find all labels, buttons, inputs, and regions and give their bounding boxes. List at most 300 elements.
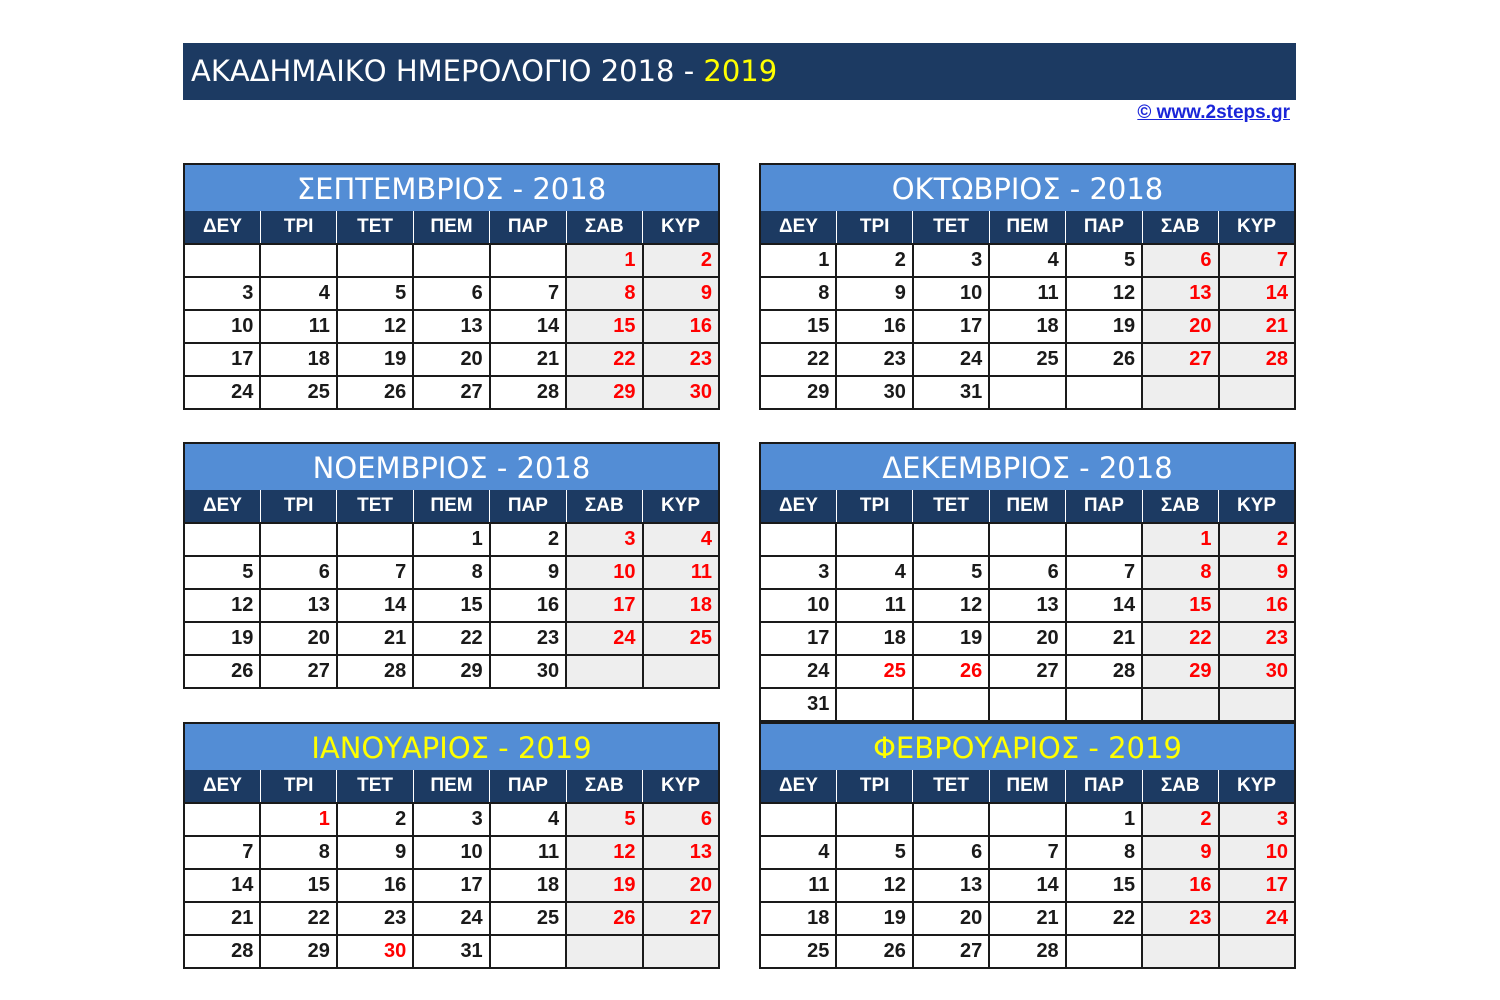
day-cell [1066,935,1142,968]
day-cell: 15 [413,589,489,622]
day-cell: 17 [566,589,642,622]
day-cell: 3 [913,244,989,277]
day-cell: 26 [836,935,912,968]
day-cell: 2 [836,244,912,277]
week-row [760,688,1295,721]
day-cell [184,523,260,556]
day-cell: 1 [413,523,489,556]
day-cell: 10 [1219,836,1295,869]
day-cell: 21 [1219,310,1295,343]
month-title: ΦΕΒΡΟΥΑΡΙΟΣ - 2019 [759,722,1296,770]
week-row [760,902,1295,935]
day-cell: 23 [1219,622,1295,655]
day-cell: 31 [413,935,489,968]
weekday-label: ΣΑΒ [1142,490,1218,523]
day-cell: 6 [1142,244,1218,277]
day-cell: 15 [566,310,642,343]
day-cell: 3 [1219,803,1295,836]
day-cell: 15 [260,869,336,902]
day-cell: 21 [337,622,413,655]
day-cell: 25 [490,902,566,935]
weekday-label: ΤΕΤ [337,211,413,244]
weekday-label: ΠΕΜ [413,770,489,803]
weekday-header-row [184,770,719,803]
day-cell: 8 [413,556,489,589]
day-cell: 22 [1142,622,1218,655]
day-cell: 17 [1219,869,1295,902]
day-cell [1219,376,1295,409]
week-row [184,244,719,277]
day-cell: 4 [260,277,336,310]
calendar-grid [183,490,720,689]
day-cell: 7 [1066,556,1142,589]
weekday-label: ΣΑΒ [566,770,642,803]
day-cell [413,244,489,277]
day-cell: 18 [836,622,912,655]
day-cell [760,523,836,556]
day-cell: 24 [566,622,642,655]
day-cell: 19 [566,869,642,902]
day-cell: 17 [184,343,260,376]
day-cell: 7 [184,836,260,869]
day-cell: 25 [643,622,719,655]
day-cell: 28 [490,376,566,409]
week-row [760,277,1295,310]
day-cell [989,688,1065,721]
calendar-grid [183,770,720,969]
day-cell: 4 [836,556,912,589]
day-cell: 13 [413,310,489,343]
day-cell: 9 [1142,836,1218,869]
weekday-label: ΚΥΡ [643,490,719,523]
day-cell: 18 [760,902,836,935]
day-cell: 5 [836,836,912,869]
day-cell: 22 [760,343,836,376]
day-cell [989,523,1065,556]
day-cell: 11 [989,277,1065,310]
weekday-label: ΔΕΥ [760,211,836,244]
weekday-label: ΣΑΒ [566,211,642,244]
day-cell: 27 [260,655,336,688]
day-cell: 2 [1219,523,1295,556]
weekday-label: ΠΑΡ [490,770,566,803]
weekday-label: ΚΥΡ [1219,490,1295,523]
day-cell: 31 [913,376,989,409]
day-cell: 18 [989,310,1065,343]
day-cell: 16 [836,310,912,343]
day-cell: 7 [1219,244,1295,277]
day-cell: 25 [836,655,912,688]
day-cell: 6 [260,556,336,589]
weekday-label: ΤΕΤ [913,770,989,803]
weekday-label: ΤΡΙ [260,770,336,803]
day-cell: 24 [760,655,836,688]
week-row [760,556,1295,589]
day-cell: 22 [1066,902,1142,935]
weekday-label: ΔΕΥ [760,770,836,803]
day-cell: 2 [490,523,566,556]
day-cell: 4 [760,836,836,869]
day-cell: 24 [913,343,989,376]
day-cell: 30 [337,935,413,968]
day-cell: 2 [337,803,413,836]
week-row [184,803,719,836]
day-cell: 13 [643,836,719,869]
day-cell: 25 [260,376,336,409]
day-cell [913,803,989,836]
calendar-grid [759,490,1296,722]
day-cell: 23 [337,902,413,935]
day-cell: 14 [989,869,1065,902]
day-cell: 11 [760,869,836,902]
weekday-label: ΚΥΡ [643,770,719,803]
day-cell: 5 [184,556,260,589]
day-cell: 5 [913,556,989,589]
weekday-label: ΤΡΙ [836,211,912,244]
day-cell: 14 [1219,277,1295,310]
day-cell: 15 [1142,589,1218,622]
day-cell [260,523,336,556]
day-cell: 13 [1142,277,1218,310]
weekday-label: ΤΡΙ [836,770,912,803]
weekday-label: ΤΕΤ [913,211,989,244]
week-row [760,343,1295,376]
weekday-label: ΠΕΜ [989,490,1065,523]
month-calendar-november [183,442,720,689]
day-cell: 19 [337,343,413,376]
day-cell: 3 [760,556,836,589]
month-title: ΟΚΤΩΒΡΙΟΣ - 2018 [759,163,1296,211]
day-cell: 12 [1066,277,1142,310]
day-cell: 29 [413,655,489,688]
day-cell: 28 [989,935,1065,968]
weekday-label: ΠΑΡ [490,211,566,244]
weekday-label: ΠΑΡ [490,490,566,523]
day-cell [836,803,912,836]
day-cell [260,244,336,277]
day-cell: 8 [260,836,336,869]
week-row [760,655,1295,688]
day-cell: 30 [1219,655,1295,688]
day-cell: 10 [566,556,642,589]
day-cell: 24 [184,376,260,409]
copyright-link[interactable]: © www.2steps.gr [1137,102,1290,123]
week-row [184,869,719,902]
day-cell [836,688,912,721]
day-cell: 17 [913,310,989,343]
weekday-label: ΠΑΡ [1066,770,1142,803]
day-cell: 8 [1066,836,1142,869]
day-cell: 5 [337,277,413,310]
day-cell: 6 [413,277,489,310]
day-cell: 7 [490,277,566,310]
day-cell: 2 [1142,803,1218,836]
calendar-grid [183,211,720,410]
day-cell: 19 [1066,310,1142,343]
day-cell: 6 [989,556,1065,589]
day-cell [490,935,566,968]
day-cell: 22 [260,902,336,935]
weekday-label: ΠΑΡ [1066,490,1142,523]
weekday-header-row [760,490,1295,523]
weekday-label: ΤΡΙ [836,490,912,523]
day-cell: 7 [989,836,1065,869]
page-title [183,43,1296,100]
day-cell: 24 [413,902,489,935]
day-cell: 28 [1066,655,1142,688]
weekday-label: ΠΑΡ [1066,211,1142,244]
calendar-grid [759,211,1296,410]
day-cell: 10 [913,277,989,310]
day-cell: 3 [566,523,642,556]
weekday-header-row [184,490,719,523]
weekday-label: ΠΕΜ [413,211,489,244]
weekday-label: ΠΕΜ [413,490,489,523]
week-row [760,836,1295,869]
weekday-label: ΔΕΥ [184,490,260,523]
day-cell: 1 [1142,523,1218,556]
page-title-year: 2019 [703,54,778,88]
day-cell: 23 [836,343,912,376]
day-cell: 26 [337,376,413,409]
day-cell: 20 [913,902,989,935]
day-cell: 28 [1219,343,1295,376]
day-cell: 14 [490,310,566,343]
week-row [760,803,1295,836]
week-row [184,589,719,622]
day-cell [566,655,642,688]
day-cell: 3 [184,277,260,310]
day-cell [490,244,566,277]
day-cell: 1 [566,244,642,277]
day-cell [989,803,1065,836]
day-cell: 9 [1219,556,1295,589]
day-cell [337,244,413,277]
day-cell: 6 [643,803,719,836]
day-cell: 27 [1142,343,1218,376]
day-cell: 26 [1066,343,1142,376]
month-calendar-september [183,163,720,410]
day-cell: 11 [643,556,719,589]
day-cell: 9 [643,277,719,310]
day-cell: 17 [760,622,836,655]
day-cell [1066,376,1142,409]
day-cell: 9 [490,556,566,589]
day-cell: 25 [989,343,1065,376]
weekday-label: ΚΥΡ [1219,770,1295,803]
day-cell: 2 [643,244,719,277]
weekday-header-row [760,770,1295,803]
day-cell: 14 [1066,589,1142,622]
day-cell: 30 [490,655,566,688]
day-cell: 28 [184,935,260,968]
week-row [760,523,1295,556]
day-cell: 12 [913,589,989,622]
day-cell: 16 [1142,869,1218,902]
day-cell: 1 [260,803,336,836]
day-cell: 10 [760,589,836,622]
day-cell: 22 [566,343,642,376]
day-cell: 20 [1142,310,1218,343]
weekday-label: ΤΕΤ [337,770,413,803]
day-cell: 13 [913,869,989,902]
day-cell: 4 [490,803,566,836]
day-cell: 18 [490,869,566,902]
day-cell: 20 [643,869,719,902]
weekday-label: ΤΡΙ [260,490,336,523]
day-cell: 4 [989,244,1065,277]
week-row [760,589,1295,622]
weekday-label: ΣΑΒ [566,490,642,523]
day-cell: 26 [566,902,642,935]
day-cell: 6 [913,836,989,869]
day-cell: 10 [184,310,260,343]
weekday-label: ΔΕΥ [184,211,260,244]
day-cell: 21 [1066,622,1142,655]
day-cell [913,688,989,721]
week-row [760,376,1295,409]
weekday-label: ΚΥΡ [1219,211,1295,244]
day-cell: 28 [337,655,413,688]
week-row [184,376,719,409]
day-cell [1219,688,1295,721]
month-calendar-december [759,442,1296,722]
day-cell: 4 [643,523,719,556]
day-cell: 30 [643,376,719,409]
month-title: ΝΟΕΜΒΡΙΟΣ - 2018 [183,442,720,490]
week-row [184,935,719,968]
day-cell [184,244,260,277]
calendar-grid [759,770,1296,969]
day-cell: 27 [643,902,719,935]
day-cell: 24 [1219,902,1295,935]
day-cell: 11 [490,836,566,869]
day-cell: 1 [1066,803,1142,836]
day-cell: 21 [989,902,1065,935]
day-cell: 5 [1066,244,1142,277]
day-cell: 10 [413,836,489,869]
day-cell [836,523,912,556]
day-cell: 9 [836,277,912,310]
day-cell: 21 [490,343,566,376]
day-cell: 27 [989,655,1065,688]
day-cell: 5 [566,803,642,836]
weekday-label: ΠΕΜ [989,211,1065,244]
day-cell: 27 [913,935,989,968]
day-cell: 11 [836,589,912,622]
weekday-label: ΔΕΥ [184,770,260,803]
day-cell: 29 [566,376,642,409]
weekday-label: ΤΕΤ [337,490,413,523]
day-cell: 16 [1219,589,1295,622]
day-cell: 13 [260,589,336,622]
day-cell [643,655,719,688]
week-row [184,902,719,935]
day-cell: 1 [760,244,836,277]
day-cell: 3 [413,803,489,836]
day-cell: 19 [836,902,912,935]
day-cell: 26 [913,655,989,688]
month-title: ΣΕΠΤΕΜΒΡΙΟΣ - 2018 [183,163,720,211]
day-cell [760,803,836,836]
day-cell: 21 [184,902,260,935]
weekday-label: ΔΕΥ [760,490,836,523]
month-calendar-october [759,163,1296,410]
day-cell: 8 [566,277,642,310]
day-cell: 16 [490,589,566,622]
day-cell [1066,688,1142,721]
day-cell [566,935,642,968]
day-cell: 8 [1142,556,1218,589]
day-cell: 18 [260,343,336,376]
week-row [184,622,719,655]
day-cell: 23 [490,622,566,655]
day-cell: 31 [760,688,836,721]
weekday-header-row [184,211,719,244]
week-row [760,622,1295,655]
week-row [184,277,719,310]
day-cell [337,523,413,556]
weekday-label: ΣΑΒ [1142,770,1218,803]
day-cell [1142,376,1218,409]
week-row [184,556,719,589]
day-cell: 16 [337,869,413,902]
day-cell: 29 [260,935,336,968]
week-row [184,523,719,556]
week-row [760,244,1295,277]
day-cell: 12 [566,836,642,869]
day-cell: 29 [1142,655,1218,688]
day-cell: 11 [260,310,336,343]
day-cell: 20 [260,622,336,655]
weekday-header-row [760,211,1295,244]
day-cell: 26 [184,655,260,688]
day-cell: 12 [337,310,413,343]
day-cell [184,803,260,836]
day-cell: 16 [643,310,719,343]
day-cell: 9 [337,836,413,869]
day-cell: 30 [836,376,912,409]
day-cell: 12 [836,869,912,902]
day-cell: 29 [760,376,836,409]
weekday-label: ΚΥΡ [643,211,719,244]
day-cell: 13 [989,589,1065,622]
day-cell: 23 [1142,902,1218,935]
day-cell: 27 [413,376,489,409]
day-cell: 14 [184,869,260,902]
day-cell [1142,935,1218,968]
week-row [184,655,719,688]
week-row [760,310,1295,343]
day-cell: 12 [184,589,260,622]
day-cell: 22 [413,622,489,655]
day-cell: 19 [184,622,260,655]
day-cell: 8 [760,277,836,310]
weekday-label: ΤΕΤ [913,490,989,523]
day-cell [1066,523,1142,556]
day-cell [989,376,1065,409]
page-title-main: ΑΚΑΔΗΜΑΙΚΟ ΗΜΕΡΟΛΟΓΙΟ 2018 - [191,54,704,88]
day-cell: 20 [989,622,1065,655]
month-calendar-january [183,722,720,969]
month-title: ΙΑΝΟΥΑΡΙΟΣ - 2019 [183,722,720,770]
day-cell: 19 [913,622,989,655]
month-calendar-february [759,722,1296,969]
day-cell: 7 [337,556,413,589]
week-row [760,869,1295,902]
weekday-label: ΠΕΜ [989,770,1065,803]
month-title: ΔΕΚΕΜΒΡΙΟΣ - 2018 [759,442,1296,490]
